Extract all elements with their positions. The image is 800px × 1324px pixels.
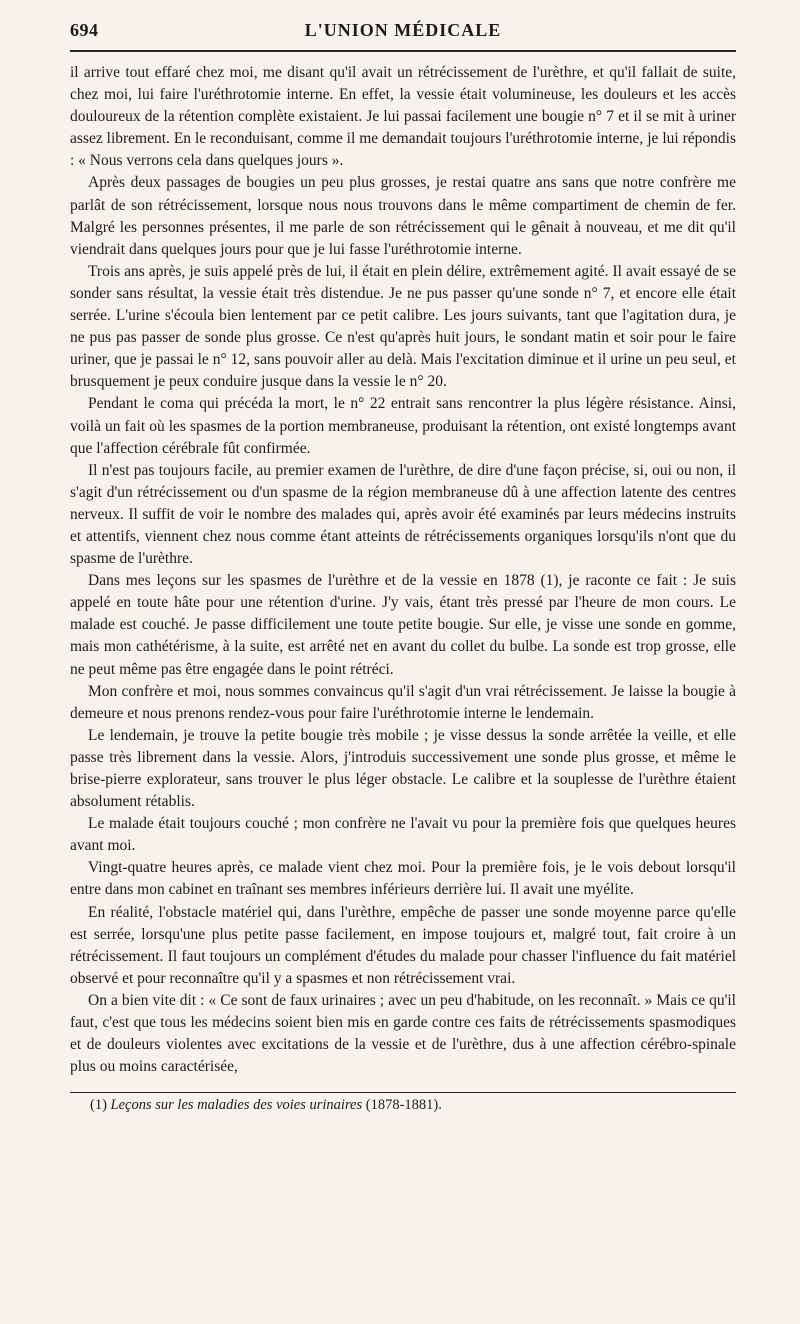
paragraph: il arrive tout effaré chez moi, me disant qu'il avait un rétrécissement de l'urèthre, et qu'il fallait de suite, chez moi, lui faire l'uréthrotomie interne. En effet, la vessie était volumineuse, les douleurs et les accès douloureux de la rétention complète existaient. Je lui passai facilement une bougie n° 7 et il se mit à uriner assez librement. En le reconduisant, comme il me demandait toujours l'uréthrotomie interne, je lui répondis : « Nous verrons cela dans quelques jours ». <box>70 64 736 170</box>
footnote-rule <box>70 1092 736 1093</box>
running-title: L'UNION MÉDICALE <box>304 20 502 40</box>
footnote <box>70 1097 736 1114</box>
paragraph: Pendant le coma qui précéda la mort, le n° 22 entrait sans rencontrer la plus légère résistance. Ainsi, voilà un fait où les spasmes de la portion membraneuse, produisant la rétention, ont existé longtemps avant que l'affection cérébrale fût confirmée. <box>70 395 736 457</box>
paragraph: Il n'est pas toujours facile, au premier examen de l'urèthre, de dire d'une façon précise, si, oui ou non, il s'agit d'un rétrécissement ou d'un spasme de la région membraneuse dû à une affection latente des centres nerveux. Il suffit de voir le nombre des malades qui, après avoir été examinés par leurs médecins instruits et attentifs, viennent chez nous comme étant atteints de rétrécissements organiques lorsqu'ils n'ont que du spasme de l'urèthre. <box>70 461 736 568</box>
footnote-marker: (1) <box>90 1097 107 1114</box>
paragraph: En réalité, l'obstacle matériel qui, dans l'urèthre, empêche de passer une sonde moyenne parce qu'elle est serrée, lorsqu'une plus petite passe facilement, en impose toujours et, malgré tout, fait croire à un rétrécissement. Il faut toujours un complément d'études du malade pour chasser l'influence du fait matériel observé et pour reconnaître qu'il y a spasmes et non rétrécissement vrai. <box>70 903 736 987</box>
paragraph: Trois ans après, je suis appelé près de lui, il était en plein délire, extrêmement agité. Il avait essayé de se sonder sans résultat, la vessie était très distendue. Je ne pus passer qu'une sonde n° 7, et encore elle était serrée. L'urine s'écoula bien lentement par ce petit calibre. Les jours suivants, tant que l'agitation dura, je ne pus pas passer de sonde plus grosse. Ce n'est qu'après huit jours, le sondant matin et soir pour le faire uriner, que je passai le n° 12, sans pouvoir aller au delà. Mais l'excitation diminue et il urine un peu seul, et brusquement je peux conduire jusque dans la vessie le n° 20. <box>70 262 736 391</box>
body-text <box>70 62 736 1078</box>
header-rule <box>70 50 736 52</box>
paragraph: On a bien vite dit : « Ce sont de faux urinaires ; avec un peu d'habitude, on les reconnaît. » Mais ce qu'il faut, c'est que tous les médecins soient bien mis en garde contre ces faits de rétrécissements spasmodiques et de douleurs violentes avec excitations de la vessie et de l'urèthre, dus à une affection cérébro-spinale plus ou moins caractérisée, <box>70 991 736 1076</box>
paragraph: Après deux passages de bougies un peu plus grosses, je restai quatre ans sans que notre confrère me parlât de son rétrécissement, lorsque nous nous trouvons dans le même compartiment de chemin de fer. Malgré les personnes présentes, il me parle de son rétrécissement qui le gênait à nouveau, et me dit qu'il viendrait dans quelques jours pour que je lui fasse l'uréthrotomie interne. <box>70 174 736 258</box>
paragraph: Mon confrère et moi, nous sommes convaincus qu'il s'agit d'un vrai rétrécissement. Je laisse la bougie à demeure et nous prenons rendez-vous pour faire l'uréthrotomie interne le lendemain. <box>70 682 736 722</box>
paragraph: Le malade était toujours couché ; mon confrère ne l'avait vu pour la première fois que quelques heures avant moi. <box>70 815 736 855</box>
paragraph: Dans mes leçons sur les spasmes de l'urèthre et de la vessie en 1878 (1), je raconte ce fait : Je suis appelé en toute hâte pour une rétention d'urine. J'y vais, étant très pressé par l'heure de mon cours. Le malade est couché. Je passe difficilement une toute petite bougie. Sur elle, je visse une sonde en gomme, mais mon cathétérisme, à la suite, est arrêté net en avant du collet du bulbe. La sonde est trop grosse, elle ne peut même pas être engagée dans le point rétréci. <box>70 572 736 678</box>
page-number: 694 <box>70 20 99 40</box>
page-header <box>70 14 736 48</box>
footnote-years: (1878-1881). <box>365 1097 442 1114</box>
paragraph: Le lendemain, je trouve la petite bougie très mobile ; je visse dessus la sonde arrêtée la veille, et elle passe très librement dans la vessie. Alors, j'introduis successivement une sonde plus grosse, et même le brise-pierre explorateur, sans trouver le plus léger obstacle. Le calibre et la souplesse de l'urèthre étaient absolument rétablis. <box>70 726 736 811</box>
paragraph: Vingt-quatre heures après, ce malade vient chez moi. Pour la première fois, je le vois debout lorsqu'il entre dans mon cabinet en traînant ses membres inférieurs derrière lui. Il avait une myélite. <box>70 859 736 899</box>
footnote-title: Leçons sur les maladies des voies urinaires <box>110 1097 363 1114</box>
